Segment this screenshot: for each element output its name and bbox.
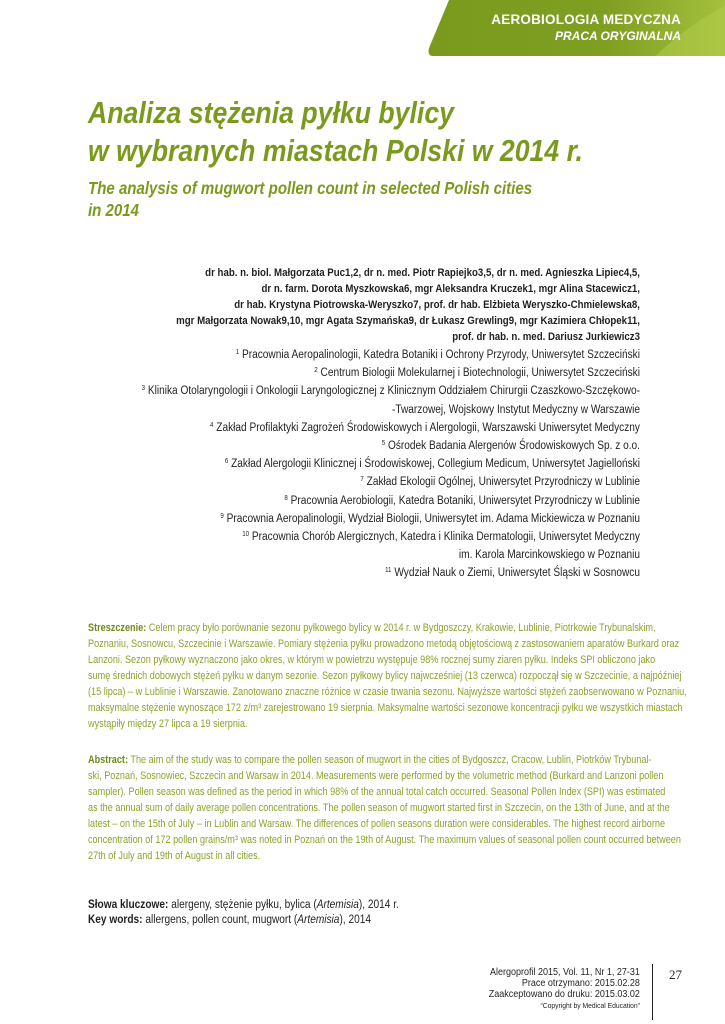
keywords-text: ), 2014 [339, 914, 371, 926]
abstract-line: latest – on the 15th of July – in Lublin and Warsaw. The differences of pollen seasons duration were considerables. The highest record airborne [88, 818, 666, 830]
title-english [88, 177, 621, 221]
affiliation-text: Zakład Profilaktyki Zagrożeń Środowiskowych i Alergologii, Warszawski Uniwersytet Medyczny [216, 421, 640, 434]
keywords-english [88, 913, 399, 928]
title-polish-line: Analiza stężenia pyłku bylicy [88, 95, 454, 130]
affiliation [94, 472, 640, 490]
footer-divider [652, 964, 653, 1020]
keywords-text: ), 2014 r. [358, 899, 399, 911]
affiliation [94, 509, 640, 527]
keywords-label: Key words: [88, 914, 143, 926]
affiliation-number: 7 [360, 476, 364, 484]
abstract-text: Celem pracy było porównanie sezonu pyłkowego bylicy w 2014 r. w Bydgoszczy, Krakowie, Lublinie, Piotrkowie Trybunalskim, [148, 622, 656, 634]
keywords-italic: Artemisia [316, 899, 359, 911]
affiliation [94, 545, 640, 563]
abstract-line [88, 620, 656, 636]
affiliation [94, 345, 640, 363]
abstract-line: ski, Poznań, Sosnowiec, Szczecin and Warsaw in 2014. Measurements were performed by the volumetric method (Burkard and Lanzoni pollen [88, 770, 664, 782]
title-polish [88, 94, 604, 170]
journal-banner [425, 0, 725, 56]
affiliation [94, 563, 640, 581]
abstract-line: Lanzoni. Sezon pyłkowy wyznaczono jako okres, w którym w powietrzu występuje 98% rocznej sumy ziaren pyłku. Indeks SPI obliczono jako [88, 654, 656, 666]
abstract-label: Streszczenie: [88, 622, 147, 634]
affiliation-number: 1 [235, 349, 240, 356]
author-line: dr hab. Krystyna Piotrowska-Weryszko7, prof. dr hab. Elżbieta Weryszko-Chmielewska8, [234, 299, 640, 311]
abstract-label: Abstract: [88, 754, 129, 766]
abstract-polish [88, 620, 687, 732]
author-line: mgr Małgorzata Nowak9,10, mgr Agata Szymańska9, dr Łukasz Grewling9, mgr Kazimiera Chłopek11, [176, 315, 641, 327]
footer-info [489, 967, 640, 1011]
affiliation-number: 6 [224, 458, 229, 466]
affiliation-number: 2 [314, 367, 318, 375]
affiliation-number: 9 [220, 512, 224, 520]
copyright: “Copyright by Medical Education” [540, 1001, 640, 1010]
affiliation [94, 436, 640, 454]
affiliation-text: Centrum Biologii Molekularnej i Biotechnologii, Uniwersytet Szczeciński [320, 367, 640, 380]
citation: Alergoprofil 2015, Vol. 11, Nr 1, 27-31 [490, 967, 640, 978]
keywords-text: allergens, pollen count, mugwort ( [142, 914, 298, 926]
affiliation-text: Pracownia Aeropalinologii, Katedra Botaniki i Ochrony Przyrody, Uniwersytet Szczeciński [241, 349, 640, 361]
keywords-polish [88, 898, 399, 913]
abstract-line [88, 752, 652, 768]
affiliation-number: 5 [381, 440, 386, 448]
affiliation [94, 527, 640, 545]
abstract-line: wystąpiły między 27 lipca a 19 sierpnia. [88, 718, 248, 730]
affiliation-text: Pracownia Chorób Alergicznych, Katedra i Klinika Dermatologii, Uniwersytet Medyczny [251, 531, 640, 544]
affiliations [94, 345, 640, 582]
abstract-line: 27th of July and 19th of August in all cities. [88, 850, 261, 862]
abstract-line: concentration of 172 pollen grains/m³ was noted in Poznań on the 19th of August. The maximum values of seasonal pollen count occurred between [88, 834, 681, 846]
affiliation-text: -Twarzowej, Wojskowy Instytut Medyczny w Warszawie [391, 403, 640, 416]
affiliation-text: Zakład Alergologii Klinicznej i Środowiskowej, Collegium Medicum, Uniwersytet Jagielloński [231, 458, 640, 471]
affiliation-text: Ośrodek Badania Alergenów Środowiskowych Sp. z o.o. [387, 440, 640, 453]
title-polish-line: w wybranych miastach Polski w 2014 r. [88, 133, 583, 168]
author-line: dr n. farm. Dorota Myszkowska6, mgr Aleksandra Kruczek1, mgr Alina Stacewicz1, [261, 283, 640, 295]
affiliation [94, 363, 640, 381]
affiliation-number: 11 [385, 567, 392, 575]
abstract-line: Poznaniu, Sosnowcu, Szczecinie i Warszawie. Pomiary stężenia pyłku prowadzono metodą objętościową z zastosowaniem aparatów Burkard oraz [88, 638, 680, 650]
article-type: PRACA ORYGINALNA [554, 29, 681, 43]
keywords-text: alergeny, stężenie pyłku, bylica ( [168, 899, 317, 911]
title-english-line: in 2014 [88, 200, 140, 220]
author-line: dr hab. n. biol. Małgorzata Puc1,2, dr n. med. Piotr Rapiejko3,5, dr n. med. Agnieszka Lipiec4,5, [205, 267, 640, 279]
abstract-line: sumę średnich dobowych stężeń pyłku w danym sezonie. Sezon pyłkowy bylicy najwcześniej (13 czerwca) rozpoczął się w Szczecinie, a najpóźniej [88, 670, 682, 682]
abstract-line: sampler). Pollen season was defined as the period in which 98% of the annual total catch occurred. Seasonal Pollen Index (SPI) was estimated [88, 786, 666, 798]
abstract-line: (15 lipca) – w Lublinie i Warszawie. Zanotowano znaczne różnice w czasie trwania sezonu. Najwyższe wartości stężeń zaobserwowano w Poznaniu, [88, 686, 687, 698]
journal-name: AEROBIOLOGIA MEDYCZNA [491, 12, 681, 27]
affiliation-text: Zakład Ekologii Ogólnej, Uniwersytet Przyrodniczy w Lublinie [366, 476, 640, 489]
affiliation-number: 3 [141, 385, 146, 393]
affiliation [94, 454, 640, 472]
author-line: prof. dr hab. n. med. Dariusz Jurkiewicz3 [452, 331, 640, 343]
affiliation [94, 400, 640, 418]
affiliation-text: Pracownia Aeropalinologii, Wydział Biologii, Uniwersytet im. Adama Mickiewicza w Poznaniu [226, 512, 640, 525]
abstract-text: The aim of the study was to compare the pollen season of mugwort in the cities of Bydgoszcz, Cracow, Lublin, Piotrków Trybunal- [130, 754, 652, 766]
affiliation [94, 491, 640, 509]
affiliation-text: Pracownia Aerobiologii, Katedra Botaniki, Uniwersytet Przyrodniczy w Lublinie [290, 494, 640, 507]
keywords-italic: Artemisia [297, 914, 340, 926]
affiliation-number: 4 [210, 421, 214, 429]
abstract-line: maksymalne stężenie wynoszące 172 z/m³ zarejestrowano 19 sierpnia. Maksymalne wartości sezonowe koncentracji pyłku we wszystkich miastach [88, 702, 683, 714]
affiliation-text: Wydział Nauk o Ziemi, Uniwersytet Śląski w Sosnowcu [394, 567, 640, 580]
abstract-english [88, 752, 681, 864]
page-number: 27 [669, 967, 682, 982]
affiliation [94, 418, 640, 436]
abstract-line: as the annual sum of daily average pollen concentrations. The pollen season of mugwort started first in Szczecin, on the 13th of June, and at the [88, 802, 670, 814]
keywords [88, 898, 399, 928]
affiliation [94, 381, 640, 399]
accepted-date: Zaakceptowano do druku: 2015.03.02 [488, 989, 640, 1000]
affiliation-number: 10 [242, 531, 250, 539]
received-date: Prace otrzymano: 2015.02.28 [521, 978, 640, 989]
affiliation-number: 8 [284, 494, 288, 502]
title-english-line: The analysis of mugwort pollen count in selected Polish cities [88, 178, 533, 198]
author-list [147, 265, 640, 345]
keywords-label: Słowa kluczowe: [88, 899, 169, 911]
affiliation-text: Klinika Otolaryngologii i Onkologii Laryngologicznej z Klinicznym Oddziałem Chirurgii Czaszkowo-Szczękowo- [147, 385, 640, 398]
affiliation-text: im. Karola Marcinkowskiego w Poznaniu [458, 549, 640, 562]
